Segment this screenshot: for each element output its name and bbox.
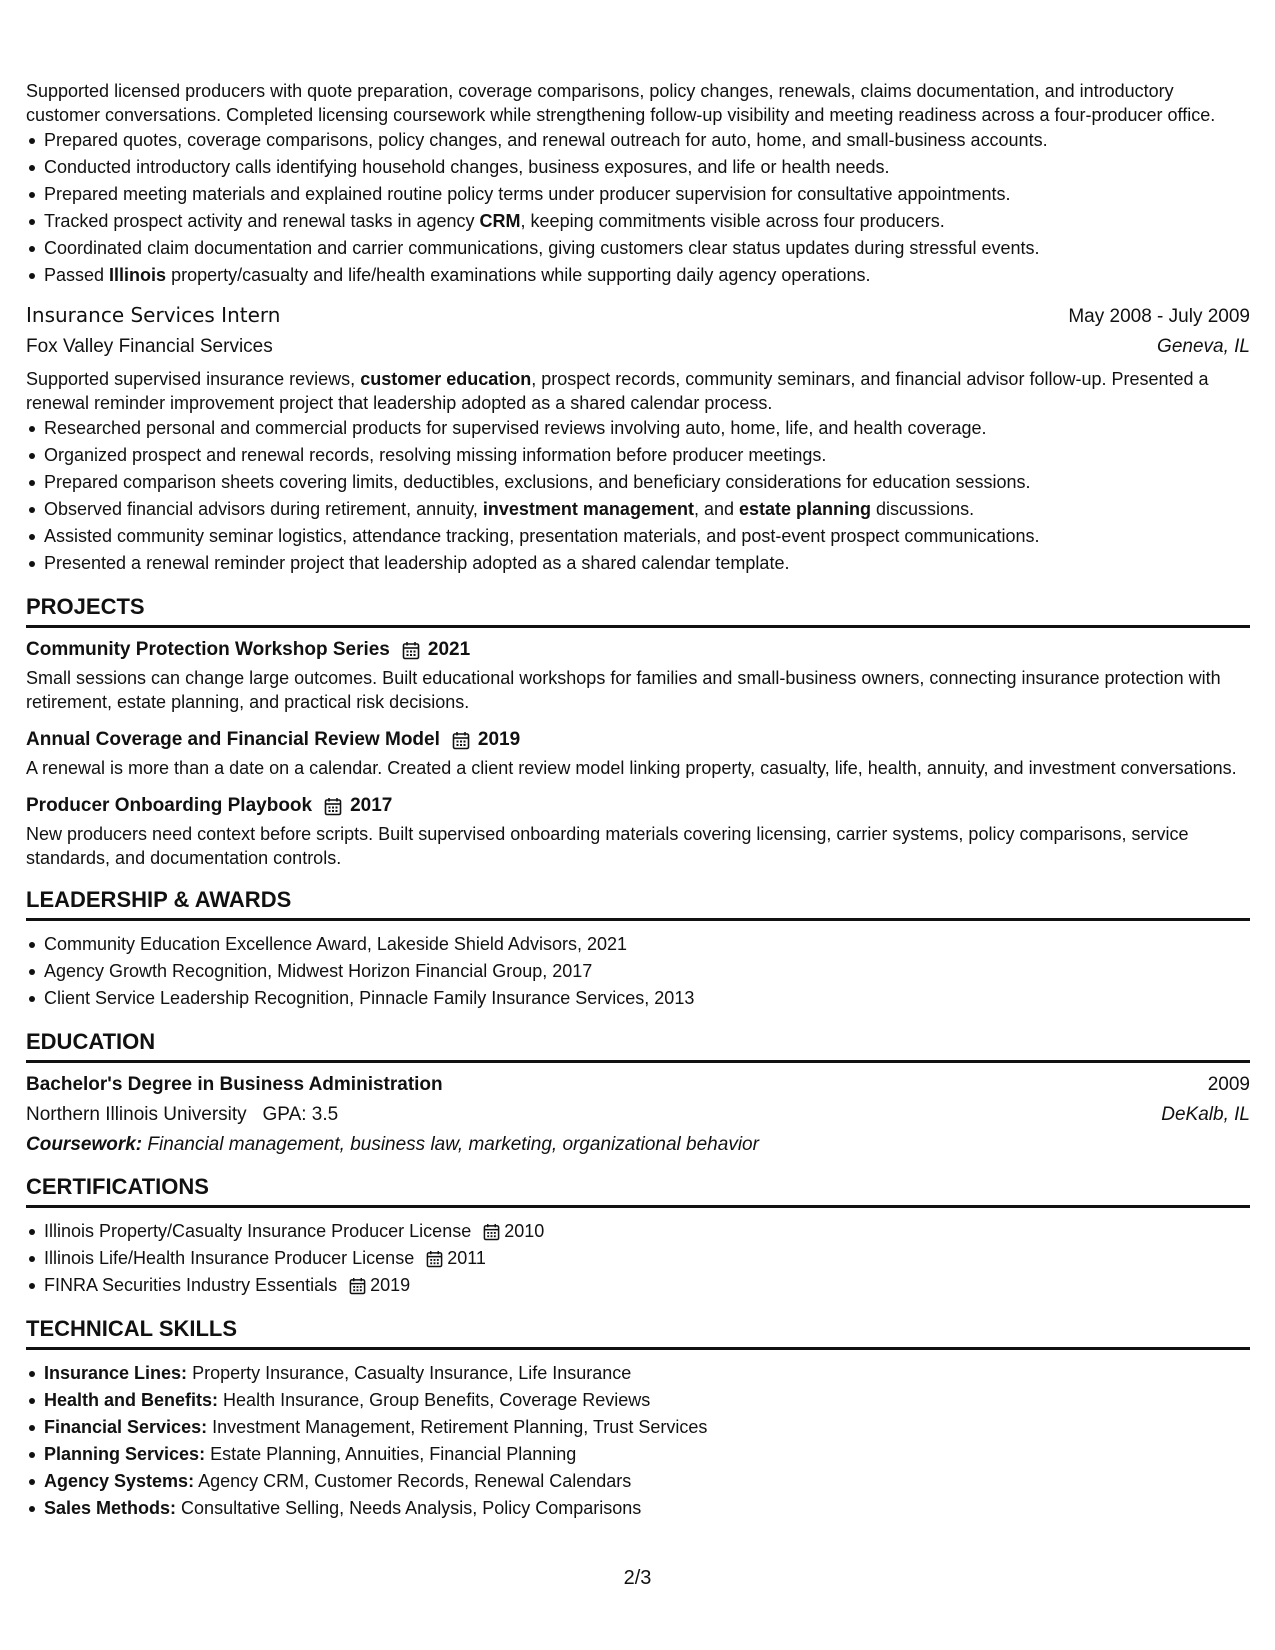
project-name: Annual Coverage and Financial Review Model	[26, 729, 440, 750]
job-company: Fox Valley Financial Services	[26, 336, 273, 357]
job-title: Insurance Services Intern	[26, 303, 281, 327]
skill-item: Sales Methods: Consultative Selling, Needs Analysis, Policy Comparisons	[44, 1495, 1250, 1522]
job-dates: May 2008 - July 2009	[1068, 306, 1250, 327]
skill-item: Planning Services: Estate Planning, Annuities, Financial Planning	[44, 1441, 1250, 1468]
degree: Bachelor's Degree in Business Administration	[26, 1074, 443, 1095]
section-heading-skills: TECHNICAL SKILLS	[26, 1317, 1250, 1350]
project-description: A renewal is more than a date on a calendar. Created a client review model linking property, casualty, life, health, annuity, and investment conversations.	[26, 758, 1237, 778]
section-heading-projects: PROJECTS	[26, 595, 1250, 628]
skill-item: Insurance Lines: Property Insurance, Casualty Insurance, Life Insurance	[44, 1360, 1250, 1387]
project-name: Community Protection Workshop Series	[26, 639, 390, 660]
project-year: 2019	[477, 729, 521, 750]
project-description: New producers need context before scripts. Built supervised onboarding materials covering licensing, carrier systems, policy comparisons, service standards, and documentation controls.	[26, 824, 1189, 868]
project-name: Producer Onboarding Playbook	[26, 795, 313, 816]
certification-item: FINRA Securities Industry Essentials 2019	[44, 1272, 1250, 1299]
award-item: Client Service Leadership Recognition, Pinnacle Family Insurance Services, 2013	[44, 985, 1250, 1012]
page-number: 2/3	[623, 1567, 652, 1589]
experience-bullet: Coordinated claim documentation and carrier communications, giving customers clear status updates during stressful events.	[44, 235, 1250, 262]
leadership-list	[26, 931, 1250, 1012]
school-name: Northern Illinois University	[26, 1104, 247, 1125]
job-bullet: Assisted community seminar logistics, attendance tracking, presentation materials, and post-event prospect communications.	[44, 523, 1250, 550]
certification-list	[26, 1218, 1250, 1299]
project-entry	[26, 794, 1250, 870]
skills-list	[26, 1360, 1250, 1522]
award-item: Community Education Excellence Award, Lakeside Shield Advisors, 2021	[44, 931, 1250, 958]
project-description: Small sessions can change large outcomes. Built educational workshops for families and small-business owners, connecting insurance protection with retirement, estate planning, and practical risk decisions.	[26, 668, 1221, 712]
job-entry	[26, 303, 1250, 577]
job-bullet: Observed financial advisors during retirement, annuity, investment management, and estate planning discussions.	[44, 496, 1250, 523]
section-heading-certifications: CERTIFICATIONS	[26, 1175, 1250, 1208]
skill-item: Financial Services: Investment Management, Retirement Planning, Trust Services	[44, 1414, 1250, 1441]
calendar-icon	[426, 1250, 443, 1268]
skill-item: Health and Benefits: Health Insurance, Group Benefits, Coverage Reviews	[44, 1387, 1250, 1414]
experience-bullet: Prepared meeting materials and explained routine policy terms under producer supervision for consultative appointments.	[44, 181, 1250, 208]
skill-item: Agency Systems: Agency CRM, Customer Records, Renewal Calendars	[44, 1468, 1250, 1495]
section-heading-education: EDUCATION	[26, 1030, 1250, 1063]
coursework: Coursework: Financial management, business law, marketing, organizational behavior	[26, 1134, 759, 1155]
project-year: 2021	[427, 639, 471, 660]
calendar-icon	[402, 641, 420, 660]
certification-item: Illinois Life/Health Insurance Producer License 2011	[44, 1245, 1250, 1272]
job-bullet: Prepared comparison sheets covering limits, deductibles, exclusions, and beneficiary considerations for education sessions.	[44, 469, 1250, 496]
job-location: Geneva, IL	[1157, 336, 1250, 357]
certification-item: Illinois Property/Casualty Insurance Producer License 2010	[44, 1218, 1250, 1245]
calendar-icon	[452, 731, 470, 750]
resume-page	[26, 79, 1250, 1522]
experience-bullet: Tracked prospect activity and renewal tasks in agency CRM, keeping commitments visible across four producers.	[44, 208, 1250, 235]
experience-summary: Supported licensed producers with quote preparation, coverage comparisons, policy changes, renewals, claims documentation, and introductory customer conversations. Completed licensing coursework while strengthening follow-up visibility and meeting readiness across a four-producer office.	[26, 81, 1216, 125]
experience-bullet: Passed Illinois property/casualty and life/health examinations while supporting daily agency operations.	[44, 262, 1250, 289]
job-bullet: Researched personal and commercial products for supervised reviews involving auto, home, life, and health coverage.	[44, 415, 1250, 442]
gpa: GPA: 3.5	[262, 1104, 339, 1125]
calendar-icon	[324, 797, 342, 816]
experience-bullet: Prepared quotes, coverage comparisons, policy changes, and renewal outreach for auto, home, and small-business accounts.	[44, 127, 1250, 154]
job-bullets	[26, 415, 1250, 577]
school-location: DeKalb, IL	[1161, 1104, 1250, 1125]
calendar-icon	[349, 1277, 366, 1295]
experience-bullet: Conducted introductory calls identifying household changes, business exposures, and life or health needs.	[44, 154, 1250, 181]
job-bullet: Organized prospect and renewal records, resolving missing information before producer meetings.	[44, 442, 1250, 469]
experience-bullets	[26, 127, 1250, 289]
job-bullet: Presented a renewal reminder project that leadership adopted as a shared calendar template.	[44, 550, 1250, 577]
project-entry	[26, 728, 1250, 780]
education-entry	[26, 1073, 1250, 1157]
award-item: Agency Growth Recognition, Midwest Horizon Financial Group, 2017	[44, 958, 1250, 985]
project-entry	[26, 638, 1250, 714]
calendar-icon	[483, 1223, 500, 1241]
job-summary: Supported supervised insurance reviews, customer education, prospect records, community seminars, and financial advisor follow-up. Presented a renewal reminder improvement project that leadership adopted as a shared calendar process.	[26, 369, 1209, 413]
graduation-year: 2009	[1207, 1074, 1250, 1095]
project-year: 2017	[350, 795, 393, 816]
section-heading-leadership: LEADERSHIP & AWARDS	[26, 888, 1250, 921]
